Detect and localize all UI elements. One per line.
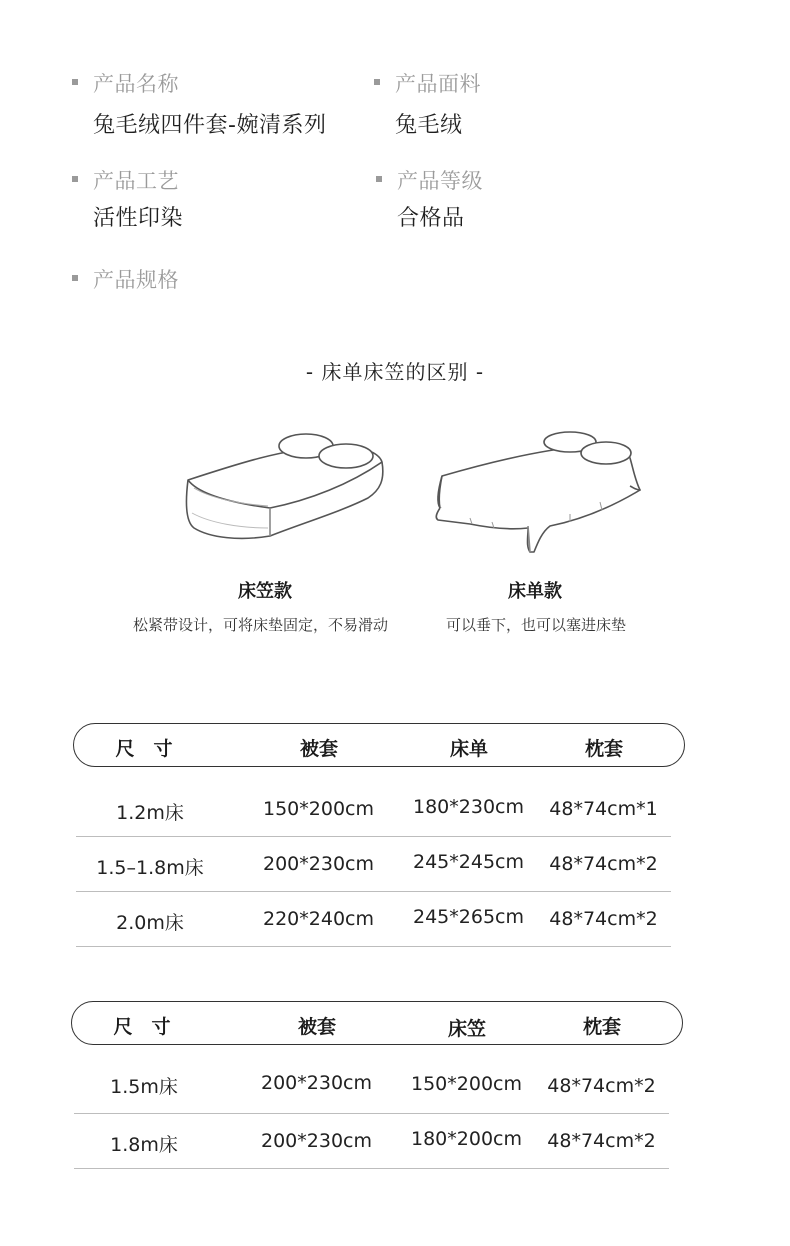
attr-product-name: [93, 68, 326, 139]
bullet-icon: [376, 176, 382, 182]
cell-duvet: 150*200cm: [263, 798, 374, 820]
cell-size: 2.0m床: [116, 912, 184, 934]
attr-spec: [93, 264, 179, 294]
header-duvet: 被套: [299, 738, 338, 760]
size-table-fitted-sheet: [71, 1001, 683, 1171]
table-row: [76, 781, 671, 837]
bullet-icon: [72, 79, 78, 85]
attr-value: 兔毛绒四件套-婉清系列: [93, 113, 327, 138]
attr-label: 产品工艺: [93, 169, 179, 193]
header-size: 尺 寸: [113, 1016, 171, 1038]
attr-grade: [397, 165, 483, 232]
cell-size: 1.5–1.8m床: [96, 857, 204, 879]
size-table-flat-sheet: [73, 723, 685, 947]
cell-size: 1.8m床: [110, 1134, 178, 1156]
attr-label: 产品名称: [93, 72, 179, 96]
bullet-icon: [374, 79, 380, 85]
cell-duvet: 200*230cm: [263, 853, 374, 875]
header-duvet: 被套: [297, 1016, 336, 1038]
bullet-icon: [72, 275, 78, 281]
cell-duvet: 220*240cm: [263, 908, 374, 930]
table-header: [71, 1001, 683, 1045]
attr-craft: [93, 165, 183, 232]
table-row: [74, 1058, 669, 1114]
cell-size: 1.2m床: [116, 802, 184, 824]
cell-fitted-sheet: 180*200cm: [411, 1128, 522, 1150]
header-fitted-sheet: 床笠: [447, 1018, 486, 1040]
cell-pillowcase: 48*74cm*2: [547, 1075, 656, 1097]
cell-sheet: 245*245cm: [413, 851, 524, 873]
flat-sheet-bed-icon: [430, 428, 645, 554]
table-header: [73, 723, 685, 767]
cell-pillowcase: 48*74cm*1: [549, 798, 658, 820]
cell-duvet: 200*230cm: [261, 1130, 372, 1152]
cell-sheet: 180*230cm: [413, 796, 524, 818]
cell-pillowcase: 48*74cm*2: [549, 853, 658, 875]
attr-fabric: [395, 68, 481, 139]
header-pillowcase: 枕套: [582, 1016, 621, 1038]
attr-value: 活性印染: [93, 206, 184, 231]
fitted-sheet-title: 床笠款: [238, 581, 292, 602]
table-row: [76, 891, 671, 947]
cell-fitted-sheet: 150*200cm: [411, 1073, 522, 1095]
bullet-icon: [72, 176, 78, 182]
header-sheet: 床单: [449, 738, 488, 760]
table-row: [74, 1113, 669, 1169]
cell-size: 1.5m床: [110, 1076, 178, 1098]
cell-duvet: 200*230cm: [261, 1072, 372, 1094]
cell-pillowcase: 48*74cm*2: [549, 908, 658, 930]
fitted-sheet-description: 松紧带设计，可将床垫固定，不易滑动: [133, 616, 389, 634]
cell-sheet: 245*265cm: [413, 906, 524, 928]
attr-value: 兔毛绒: [395, 113, 463, 138]
table-row: [76, 836, 671, 892]
flat-sheet-description: 可以垂下，也可以塞进床垫: [446, 616, 627, 634]
fitted-sheet-bed-icon: [180, 428, 390, 544]
cell-pillowcase: 48*74cm*2: [547, 1130, 656, 1152]
attr-label: 产品规格: [93, 268, 179, 292]
attr-value: 合格品: [397, 206, 465, 231]
attr-label: 产品等级: [397, 169, 483, 193]
header-size: 尺 寸: [115, 738, 173, 760]
section-title: - 床单床笠的区别 -: [305, 360, 485, 384]
header-pillowcase: 枕套: [584, 738, 623, 760]
flat-sheet-title: 床单款: [508, 581, 562, 602]
attr-label: 产品面料: [395, 72, 481, 96]
